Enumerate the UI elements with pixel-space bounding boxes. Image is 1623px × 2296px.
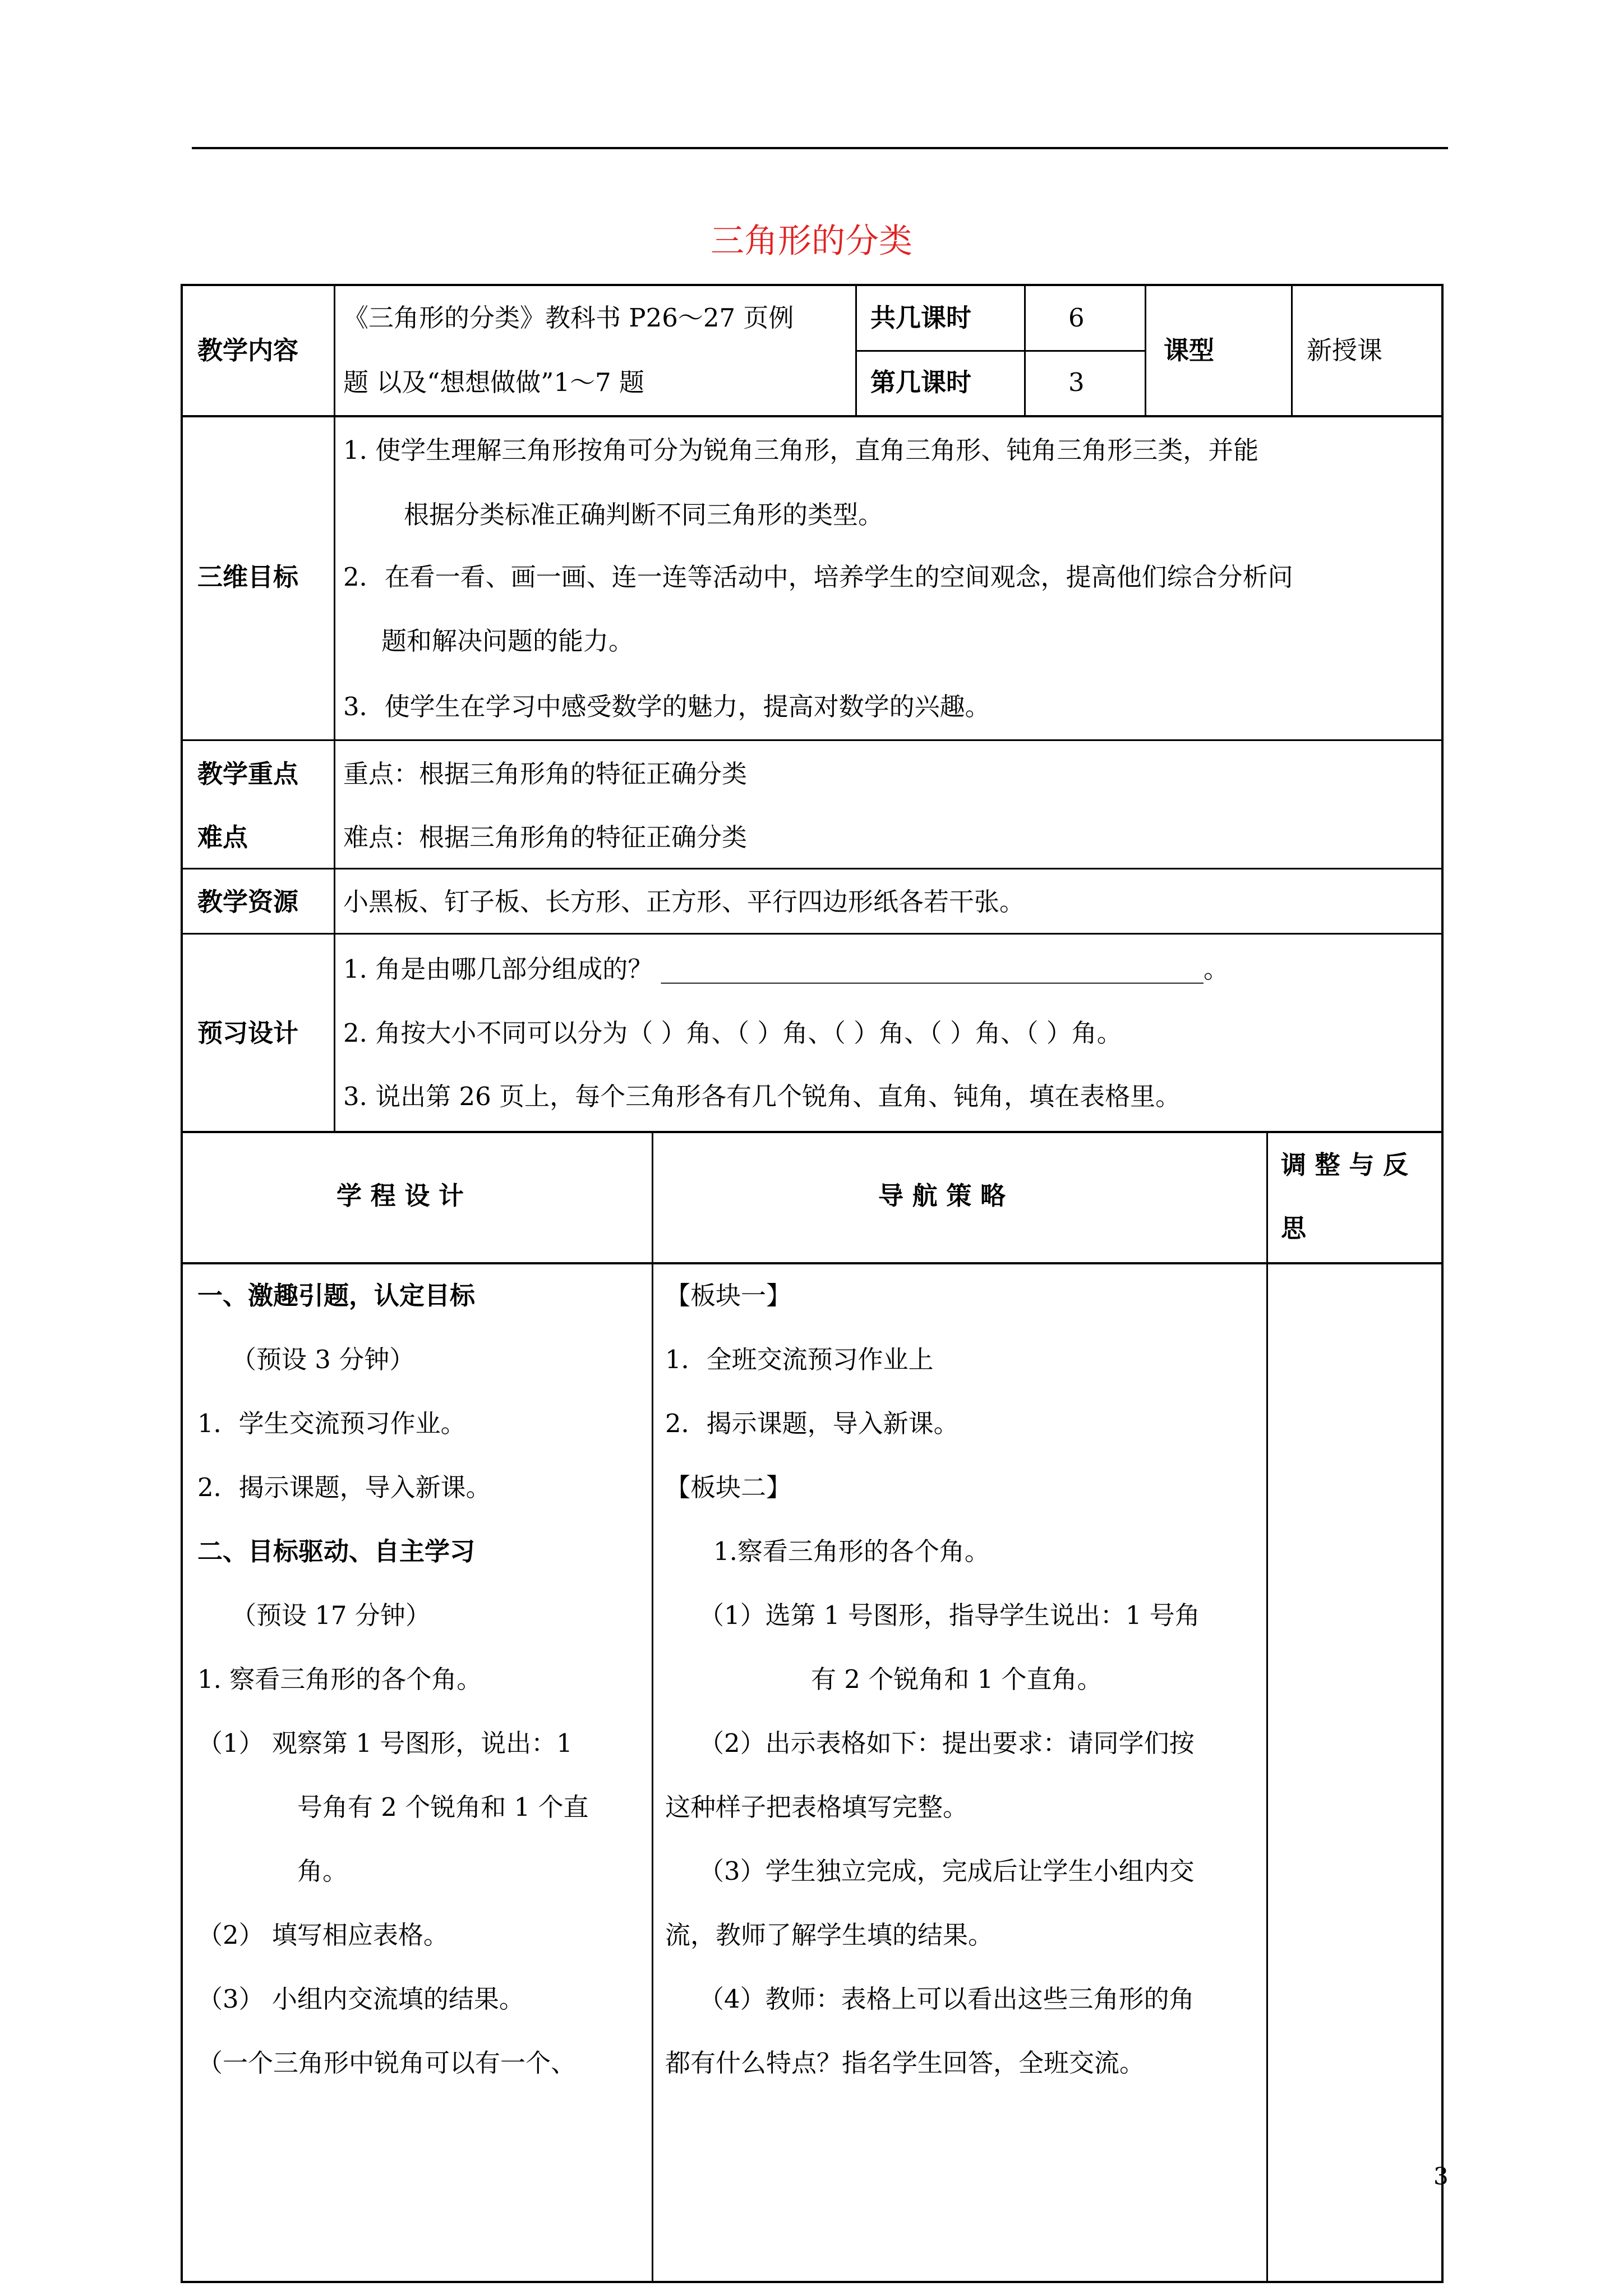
- strategy-line: （1）选第 1 号图形，指导学生说出：1 号角: [699, 1600, 1200, 1630]
- strategy-line: 有 2 个锐角和 1 个直角。: [811, 1664, 1103, 1694]
- content-label: 教学内容: [197, 335, 299, 365]
- learning-line: 号角有 2 个锐角和 1 个直: [297, 1792, 589, 1822]
- goal-line: 根据分类标准正确判断不同三角形的类型。: [404, 500, 884, 530]
- total-lessons-value: 6: [1068, 303, 1085, 333]
- strategy-line: 1.察看三角形的各个角。: [713, 1536, 990, 1566]
- learning-line: 角。: [297, 1856, 348, 1886]
- learning-line: （2） 填写相应表格。: [197, 1920, 449, 1950]
- learning-line: 一、激趣引题，认定目标: [197, 1281, 476, 1310]
- key-point-text: 重点：根据三角形角的特征正确分类: [343, 759, 748, 789]
- lesson-type-value: 新授课: [1307, 335, 1383, 365]
- goal-line: 3．使学生在学习中感受数学的魅力，提高对数学的兴趣。: [343, 692, 990, 721]
- learning-line: 二、目标驱动、自主学习: [197, 1536, 476, 1566]
- goal-line: 1. 使学生理解三角形按角可分为锐角三角形，直角三角形、钝角三角形三类，并能: [343, 435, 1259, 465]
- strategy-line: 【板块二】: [665, 1473, 792, 1502]
- preview-label: 预习设计: [197, 1018, 299, 1048]
- preview-line: 2. 角按大小不同可以分为（ ）角、（ ）角、（ ）角、（ ）角、（ ）角。: [343, 1018, 1122, 1048]
- learning-line: 1．学生交流预习作业。: [197, 1409, 466, 1438]
- page-number: 3: [1433, 2162, 1449, 2190]
- strategy-line: 都有什么特点？指名学生回答，全班交流。: [665, 2048, 1145, 2078]
- col-header-reflection-2: 思: [1281, 1213, 1307, 1243]
- learning-line: （3） 小组内交流填的结果。: [197, 1984, 524, 2014]
- strategy-line: 这种样子把表格填写完整。: [665, 1792, 969, 1822]
- resources-text: 小黑板、钉子板、长方形、正方形、平行四边形纸各若干张。: [343, 887, 1025, 917]
- strategy-line: 流，教师了解学生填的结果。: [665, 1920, 994, 1950]
- difficulty-text: 难点：根据三角形角的特征正确分类: [343, 822, 748, 852]
- strategy-line: （4）教师：表格上可以看出这些三角形的角: [699, 1984, 1195, 2014]
- preview-line: 3. 说出第 26 页上，每个三角形各有几个锐角、直角、钝角，填在表格里。: [343, 1082, 1181, 1111]
- resources-label: 教学资源: [197, 887, 299, 917]
- learning-line: 1. 察看三角形的各个角。: [197, 1664, 482, 1694]
- lesson-type-label: 课型: [1164, 335, 1215, 365]
- key-points-label: 教学重点: [197, 759, 299, 789]
- strategy-line: 【板块一】: [665, 1281, 792, 1310]
- col-header-strategy: 导 航 策 略: [878, 1181, 1006, 1211]
- content-line-2: 题 以及“想想做做”1～7 题: [343, 367, 644, 397]
- strategy-line: 1．全班交流预习作业上: [665, 1345, 934, 1374]
- strategy-line: （3）学生独立完成，完成后让学生小组内交: [699, 1856, 1195, 1886]
- page-title: 三角形的分类: [711, 222, 912, 261]
- header-rule: [192, 147, 1448, 149]
- col-header-learning: 学 程 设 计: [336, 1181, 464, 1211]
- lesson-number-label: 第几课时: [870, 367, 972, 397]
- learning-line: 2．揭示课题，导入新课。: [197, 1473, 491, 1502]
- learning-line: （预设 17 分钟）: [231, 1600, 431, 1630]
- strategy-line: 2．揭示课题，导入新课。: [665, 1409, 959, 1438]
- col-header-reflection: 调 整 与 反: [1281, 1150, 1408, 1180]
- strategy-line: （2）出示表格如下：提出要求：请同学们按: [699, 1728, 1195, 1758]
- content-line-1: 《三角形的分类》教科书 P26～27 页例: [343, 303, 794, 333]
- learning-line: （一个三角形中锐角可以有一个、: [197, 2048, 577, 2078]
- goals-label: 三维目标: [197, 562, 299, 592]
- preview-line: 1. 角是由哪几部分组成的？ ___________________________________________。: [343, 954, 1229, 984]
- difficulty-label: 难点: [197, 822, 248, 852]
- total-lessons-label: 共几课时: [870, 303, 972, 333]
- learning-line: （1） 观察第 1 号图形，说出：1: [197, 1728, 573, 1758]
- lesson-number-value: 3: [1068, 367, 1085, 397]
- goal-line: 2．在看一看、画一画、连一连等活动中，培养学生的空间观念，提高他们综合分析问: [343, 562, 1293, 592]
- learning-line: （预设 3 分钟）: [231, 1345, 415, 1374]
- goal-line: 题和解决问题的能力。: [381, 626, 634, 656]
